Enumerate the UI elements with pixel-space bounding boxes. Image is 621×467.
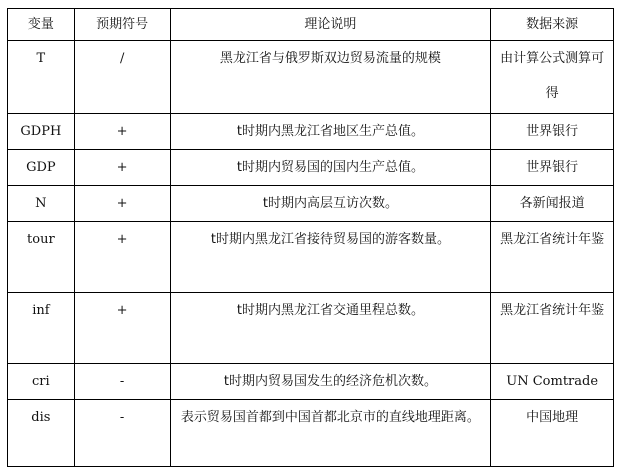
cell-source: 世界银行 xyxy=(491,150,614,186)
cell-variable: tour xyxy=(8,222,75,293)
cell-variable: GDPH xyxy=(8,114,75,150)
cell-theory: t时期内黑龙江省接待贸易国的游客数量。 xyxy=(170,222,491,293)
cell-theory: 黑龙江省与俄罗斯双边贸易流量的规模 xyxy=(170,41,491,114)
cell-variable: dis xyxy=(8,400,75,467)
cell-source: UN Comtrade xyxy=(491,364,614,400)
cell-theory: t时期内高层互访次数。 xyxy=(170,186,491,222)
variables-table-container xyxy=(7,8,614,467)
cell-expected-sign: / xyxy=(74,41,170,114)
table-row xyxy=(8,150,614,186)
cell-expected-sign: + xyxy=(74,186,170,222)
cell-source: 各新闻报道 xyxy=(491,186,614,222)
cell-variable: T xyxy=(8,41,75,114)
cell-theory: t时期内贸易国的国内生产总值。 xyxy=(170,150,491,186)
cell-theory: 表示贸易国首都到中国首都北京市的直线地理距离。 xyxy=(170,400,491,467)
variables-table xyxy=(7,8,614,467)
table-row xyxy=(8,364,614,400)
cell-expected-sign: + xyxy=(74,114,170,150)
cell-source: 黑龙江省统计年鉴 xyxy=(491,293,614,364)
cell-expected-sign: + xyxy=(74,293,170,364)
table-row xyxy=(8,114,614,150)
cell-expected-sign: + xyxy=(74,150,170,186)
cell-expected-sign: - xyxy=(74,364,170,400)
cell-expected-sign: + xyxy=(74,222,170,293)
cell-variable: inf xyxy=(8,293,75,364)
table-row xyxy=(8,222,614,293)
cell-source: 黑龙江省统计年鉴 xyxy=(491,222,614,293)
header-theory: 理论说明 xyxy=(170,9,491,41)
cell-expected-sign: - xyxy=(74,400,170,467)
header-source: 数据来源 xyxy=(491,9,614,41)
cell-theory: t时期内贸易国发生的经济危机次数。 xyxy=(170,364,491,400)
table-row xyxy=(8,186,614,222)
header-expected-sign: 预期符号 xyxy=(74,9,170,41)
header-variable: 变量 xyxy=(8,9,75,41)
table-row xyxy=(8,41,614,114)
cell-variable: N xyxy=(8,186,75,222)
cell-source: 世界银行 xyxy=(491,114,614,150)
table-row xyxy=(8,400,614,467)
cell-variable: GDP xyxy=(8,150,75,186)
table-row xyxy=(8,293,614,364)
cell-source: 中国地理 xyxy=(491,400,614,467)
cell-variable: cri xyxy=(8,364,75,400)
table-header-row xyxy=(8,9,614,41)
cell-theory: t时期内黑龙江省地区生产总值。 xyxy=(170,114,491,150)
cell-theory: t时期内黑龙江省交通里程总数。 xyxy=(170,293,491,364)
cell-source: 由计算公式测算可得 xyxy=(491,41,614,114)
